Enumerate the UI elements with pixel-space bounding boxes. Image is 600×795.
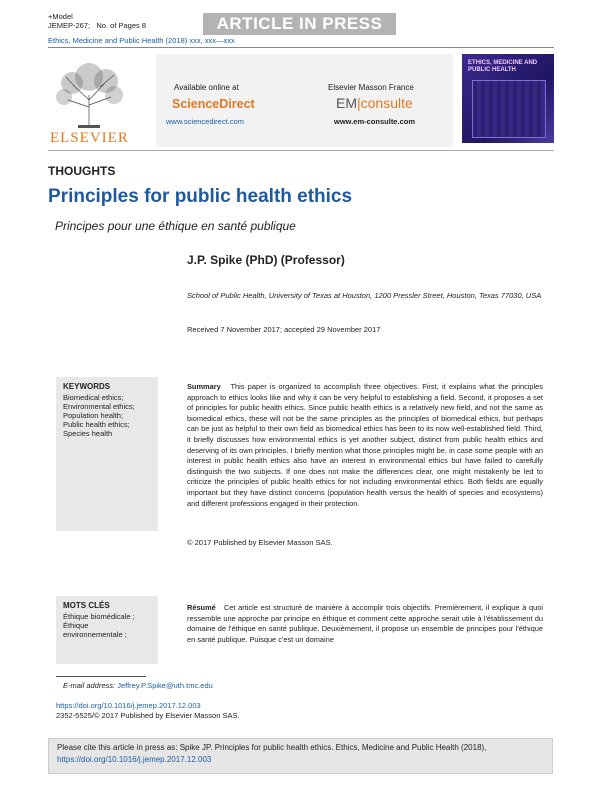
keyword-item: Biomedical ethics; [63,393,124,402]
section-label: THOUGHTS [48,164,116,178]
email-label: E-mail address: [63,681,116,690]
doi-link[interactable]: https://doi.org/10.1016/j.jemep.2017.12.003 [56,701,201,710]
em-prefix: EM [336,95,357,111]
author-affiliation: School of Public Health, University of Texas at Houston, 1200 Pressler Street, Houston, Texas 77030, USA [187,291,542,300]
resume [187,603,543,647]
keyword-item: Population health; [63,411,124,420]
journal-code [48,21,146,30]
mot-cle-item: environnementale ; [63,630,127,639]
keyword-item: Environmental ethics; [63,402,135,411]
email-link[interactable]: Jeffrey.P.Spike@uth.tmc.edu [117,681,213,690]
article-in-press-banner: ARTICLE IN PRESS [203,13,396,35]
em-suffix: consulte [360,95,413,111]
sciencedirect-link[interactable]: www.sciencedirect.com [166,117,244,126]
elsevier-tree-logo-icon [48,55,130,133]
keyword-item: Public health ethics; [63,420,130,429]
mot-cle-item: Éthique biomédicale ; [63,612,135,621]
journal-citation: Ethics, Medicine and Public Health (2018) xxx, xxx—xxx [48,36,235,45]
author-name: J.P. Spike (PhD) (Professor) [187,253,345,267]
header-rule [48,47,554,48]
mot-cle-item: Éthique [63,621,89,630]
issn-line: 2352-5525/© 2017 Published by Elsevier Masson SAS. [56,711,240,720]
abstract-text: This paper is organized to accomplish three objectives. First, it explains what the principles approach to ethics looks like and why it can be very helpful to establishing a field. Second, it proposes a set of principles for public health ethics. Since public health ethics is a relatively new field, and not the same as biomedical ethics, these will not be the same principles as the principles of biomedical ethics, but perhaps can be just as helpful to their own field as biomedical ethics has been to its now well-established field. Third, it briefly discusses how environmental ethics is yet another subject, distinct from public health ethics and deserving of its own principles. I briefly mention what those principles might be, in case some people with an interest in public health ethics also have an interest in environmental ethics but have failed to carefully distinguish the two subjects. If one does not make the differences clear, one might mistakenly be led to criticize the principles of public health ethics for not including environmental ethics. Both fields are equally important but they have distinct concerns (population health versus the health of species and ecosystems) and different professions engaged in their protection. [187,382,543,508]
article-title: Principles for public health ethics [48,186,353,207]
keywords-box [56,377,158,531]
article-subtitle: Principes pour une éthique en santé publique [55,219,296,233]
available-online-label: Available online at [174,83,239,92]
received-dates: Received 7 November 2017; accepted 29 November 2017 [187,325,381,334]
journal-code-text: JEMEP-267; [48,21,91,30]
cover-title: ETHICS, MEDICINE AND PUBLIC HEALTH [468,60,538,73]
keywords-title: KEYWORDS [63,382,111,391]
citation-text: Please cite this article in press as: Spike JP. Principles for public health ethics. Ethics, Medicine and Public Health (2018), [57,743,487,752]
masthead-rule [48,150,554,151]
em-consulte-logo: EM|consulte [336,95,413,111]
abstract-label: Summary [187,382,221,391]
footnote-rule [56,676,146,677]
masson-label: Elsevier Masson France [328,83,414,92]
abstract [187,382,543,509]
em-consulte-link[interactable]: www.em-consulte.com [334,117,415,126]
mots-cles-title: MOTS CLÉS [63,601,110,610]
mots-cles-box [56,596,158,664]
page-count: No. of Pages 8 [96,21,146,30]
email-footnote [63,681,213,690]
citation-doi-link[interactable]: https://doi.org/10.1016/j.jemep.2017.12.003 [57,755,212,764]
publisher-box [156,54,453,147]
model-label: +Model [48,12,73,21]
citation-box [48,738,553,774]
journal-cover-image [462,54,554,143]
resume-text: Cet article est structuré de manière à accomplir trois objectifs. Premièrement, il explique à quoi ressemble une approche par principe en éthique et comment cette approche serait utile à l'établissement du domaine de l'éthique en santé publique. Deuxièmement, il propose un ensemble de principes pour l'éthique en santé publique. Puisque c'est un domaine [187,603,543,644]
abstract-copyright: © 2017 Published by Elsevier Masson SAS. [187,538,333,547]
keyword-item: Species health [63,429,113,438]
sciencedirect-logo: ScienceDirect [172,97,255,111]
resume-label: Résumé [187,603,216,612]
elsevier-logo-text: ELSEVIER [50,130,129,146]
